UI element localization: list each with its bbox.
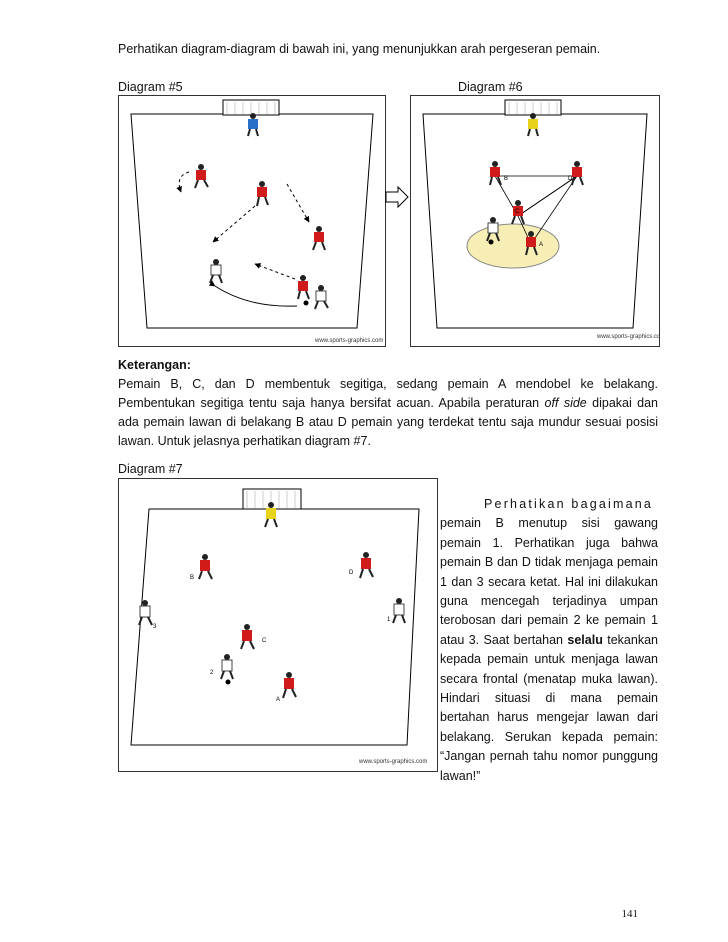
cover-zone xyxy=(467,224,559,268)
player-c-icon xyxy=(241,624,254,649)
player-label: A xyxy=(539,242,544,248)
player-label: C xyxy=(262,638,267,644)
diagram5-figure xyxy=(118,95,386,347)
diagram7-svg xyxy=(119,479,437,771)
player-label: C xyxy=(515,209,520,215)
emphasis-word: selalu xyxy=(567,632,603,647)
player-icon xyxy=(257,181,268,206)
opponent-icon xyxy=(210,259,222,283)
player-label: 2 xyxy=(210,670,214,676)
movement-arrows xyxy=(179,172,309,279)
goalkeeper-icon xyxy=(528,113,538,136)
triangle-lines xyxy=(495,176,577,216)
opponent-2-icon xyxy=(221,654,233,679)
goalkeeper-icon xyxy=(248,113,258,136)
keterangan-line2 xyxy=(118,394,658,451)
player-label: B xyxy=(504,176,509,182)
keterangan-text-a: Pembentukan segitiga tentu saja hanya bersifat acuan. Apabila peraturan xyxy=(118,396,545,410)
ball-icon xyxy=(226,680,231,685)
offside-term: off side xyxy=(544,396,587,410)
keterangan-text-b: dipakai dan ada pemain lawan di belakang B atau D pemain yang terdekat tentu saja mundur sesuai posisi lawan. Untuk jelasnya perhatikan diagram #7. xyxy=(118,396,658,448)
pitch-outline xyxy=(131,509,419,745)
intro-text: Perhatikan diagram-diagram di bawah ini, yang menunjukkan arah pergeseran pemain. xyxy=(118,42,601,56)
player-label: B xyxy=(190,575,195,581)
player-a-icon xyxy=(283,672,296,698)
player-label: 1 xyxy=(387,617,391,623)
explanation-first-line: Perhatikan bagaimana xyxy=(484,497,654,511)
player-icon xyxy=(298,275,309,299)
player-d-icon xyxy=(360,552,373,578)
diagram5-label: Diagram #5 xyxy=(118,80,183,94)
diagram6-figure xyxy=(410,95,660,347)
player-d-icon xyxy=(572,161,583,185)
opponent-icon xyxy=(315,285,328,309)
ball-icon xyxy=(304,301,309,306)
diagram7-figure xyxy=(118,478,438,772)
diagram6-label: Diagram #6 xyxy=(458,80,523,94)
player-b-icon xyxy=(199,554,212,579)
player-label: D xyxy=(349,570,354,576)
explanation-text-b: tekankan kepada pemain untuk menjaga lawan secara frontal (menatap muka lawan). Hindari situasi di mana pemain bertahan harus mengejar lawan dari belakang. Serukan kepada pemain: “Jangan pernah tahu nomor punggung lawan!” xyxy=(440,632,658,783)
pitch-outline xyxy=(131,114,373,328)
watermark: www.sports-graphics.com xyxy=(359,759,428,765)
page-number: 141 xyxy=(621,908,638,920)
watermark: www.sports-graphics.com xyxy=(315,338,384,344)
player-label: D xyxy=(568,176,573,182)
diagram7-explanation xyxy=(440,495,658,786)
player-icon xyxy=(195,164,208,188)
keterangan-block xyxy=(118,356,658,451)
pass-arrow xyxy=(215,286,297,306)
keterangan-line1: Pemain B, C, dan D membentuk segitiga, sedang pemain A mendobel ke belakang. xyxy=(118,377,658,391)
opponent-1-icon xyxy=(393,598,405,623)
diagram6-svg xyxy=(411,96,659,346)
player-b-icon xyxy=(490,161,501,185)
diagram5-svg xyxy=(119,96,385,346)
explanation-text-a: pemain B menutup sisi gawang pemain 1. Perhatikan juga bahwa pemain B dan D tidak menjaga pemain 1 dan 3 secara ketat. Hal ini dilakukan guna mencegah terjadinya umpan terobosan dari pemain 2 ke pemain 1 atau 3. Saat bertahan xyxy=(440,516,658,647)
player-label: A xyxy=(276,697,281,703)
pitch-outline xyxy=(423,114,647,328)
next-arrow-icon xyxy=(384,185,410,209)
player-icon xyxy=(313,226,325,250)
ball-icon xyxy=(489,240,494,245)
player-label: 3 xyxy=(153,624,157,630)
opponent-3-icon xyxy=(139,600,152,625)
diagram7-label: Diagram #7 xyxy=(118,462,183,476)
keterangan-heading: Keterangan: xyxy=(118,358,191,372)
watermark: www.sports-graphics.com xyxy=(597,334,659,340)
